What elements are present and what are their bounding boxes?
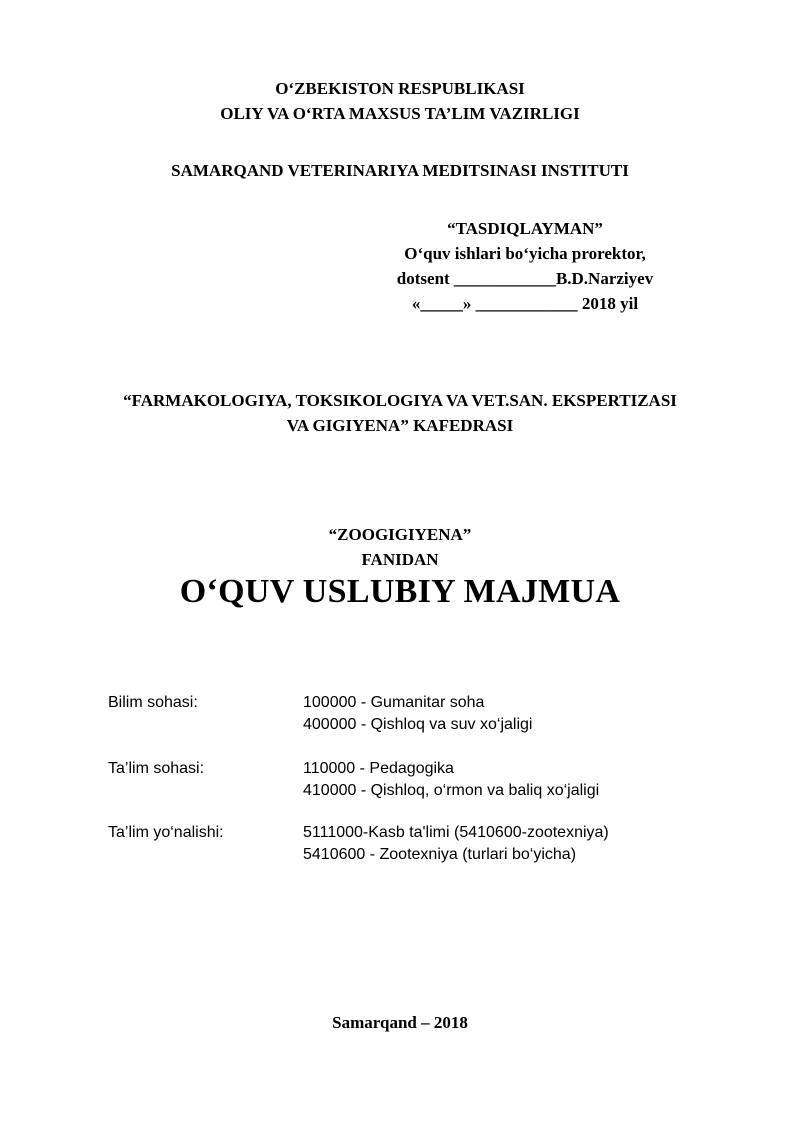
republic-heading: O‘ZBEKISTON RESPUBLIKASI — [275, 79, 525, 98]
document-title: O‘QUV USLUBIY MAJMUA — [179, 573, 621, 610]
department-name-line-2: VA GIGIYENA” KAFEDRASI — [286, 416, 514, 435]
education-area-value-2: 410000 - Qishloq, o‘rmon va baliq xo‘jaligi — [303, 782, 600, 799]
knowledge-area-value-1: 100000 - Gumanitar soha — [303, 694, 485, 711]
education-area-value-1: 110000 - Pedagogika — [303, 760, 454, 777]
department-name-line-1: “FARMAKOLOGIYA, TOKSIKOLOGIYA VA VET.SAN. EKSPERTIZASI — [123, 391, 677, 410]
place-year: Samarqand – 2018 — [332, 1013, 468, 1032]
approval-position: O‘quv ishlari bo‘yicha prorektor, — [404, 244, 646, 263]
subject-suffix: FANIDAN — [361, 550, 439, 569]
subject-name: “ZOOGIGIYENA” — [328, 525, 472, 544]
knowledge-area-value-2: 400000 - Qishloq va suv xo‘jaligi — [303, 716, 533, 733]
approval-date-line: «_____» ____________ 2018 yil — [411, 294, 639, 313]
approval-signature-line: dotsent ____________B.D.Narziyev — [396, 269, 654, 288]
education-area-label: Ta’lim sohasi: — [108, 760, 205, 777]
education-direction-value-2: 5410600 - Zootexniya (turlari bo‘yicha) — [303, 846, 577, 863]
ministry-heading: OLIY VA O‘RTA MAXSUS TA’LIM VAZIRLIGI — [220, 104, 580, 123]
education-direction-value-1: 5111000-Kasb ta'limi (5410600-zootexniya) — [303, 824, 609, 841]
education-direction-label: Ta’lim yo‘nalishi: — [108, 824, 224, 841]
institute-heading: SAMARQAND VETERINARIYA MEDITSINASI INSTITUTI — [171, 161, 629, 180]
knowledge-area-label: Bilim sohasi: — [108, 694, 198, 711]
approval-title: “TASDIQLAYMAN” — [447, 219, 603, 238]
